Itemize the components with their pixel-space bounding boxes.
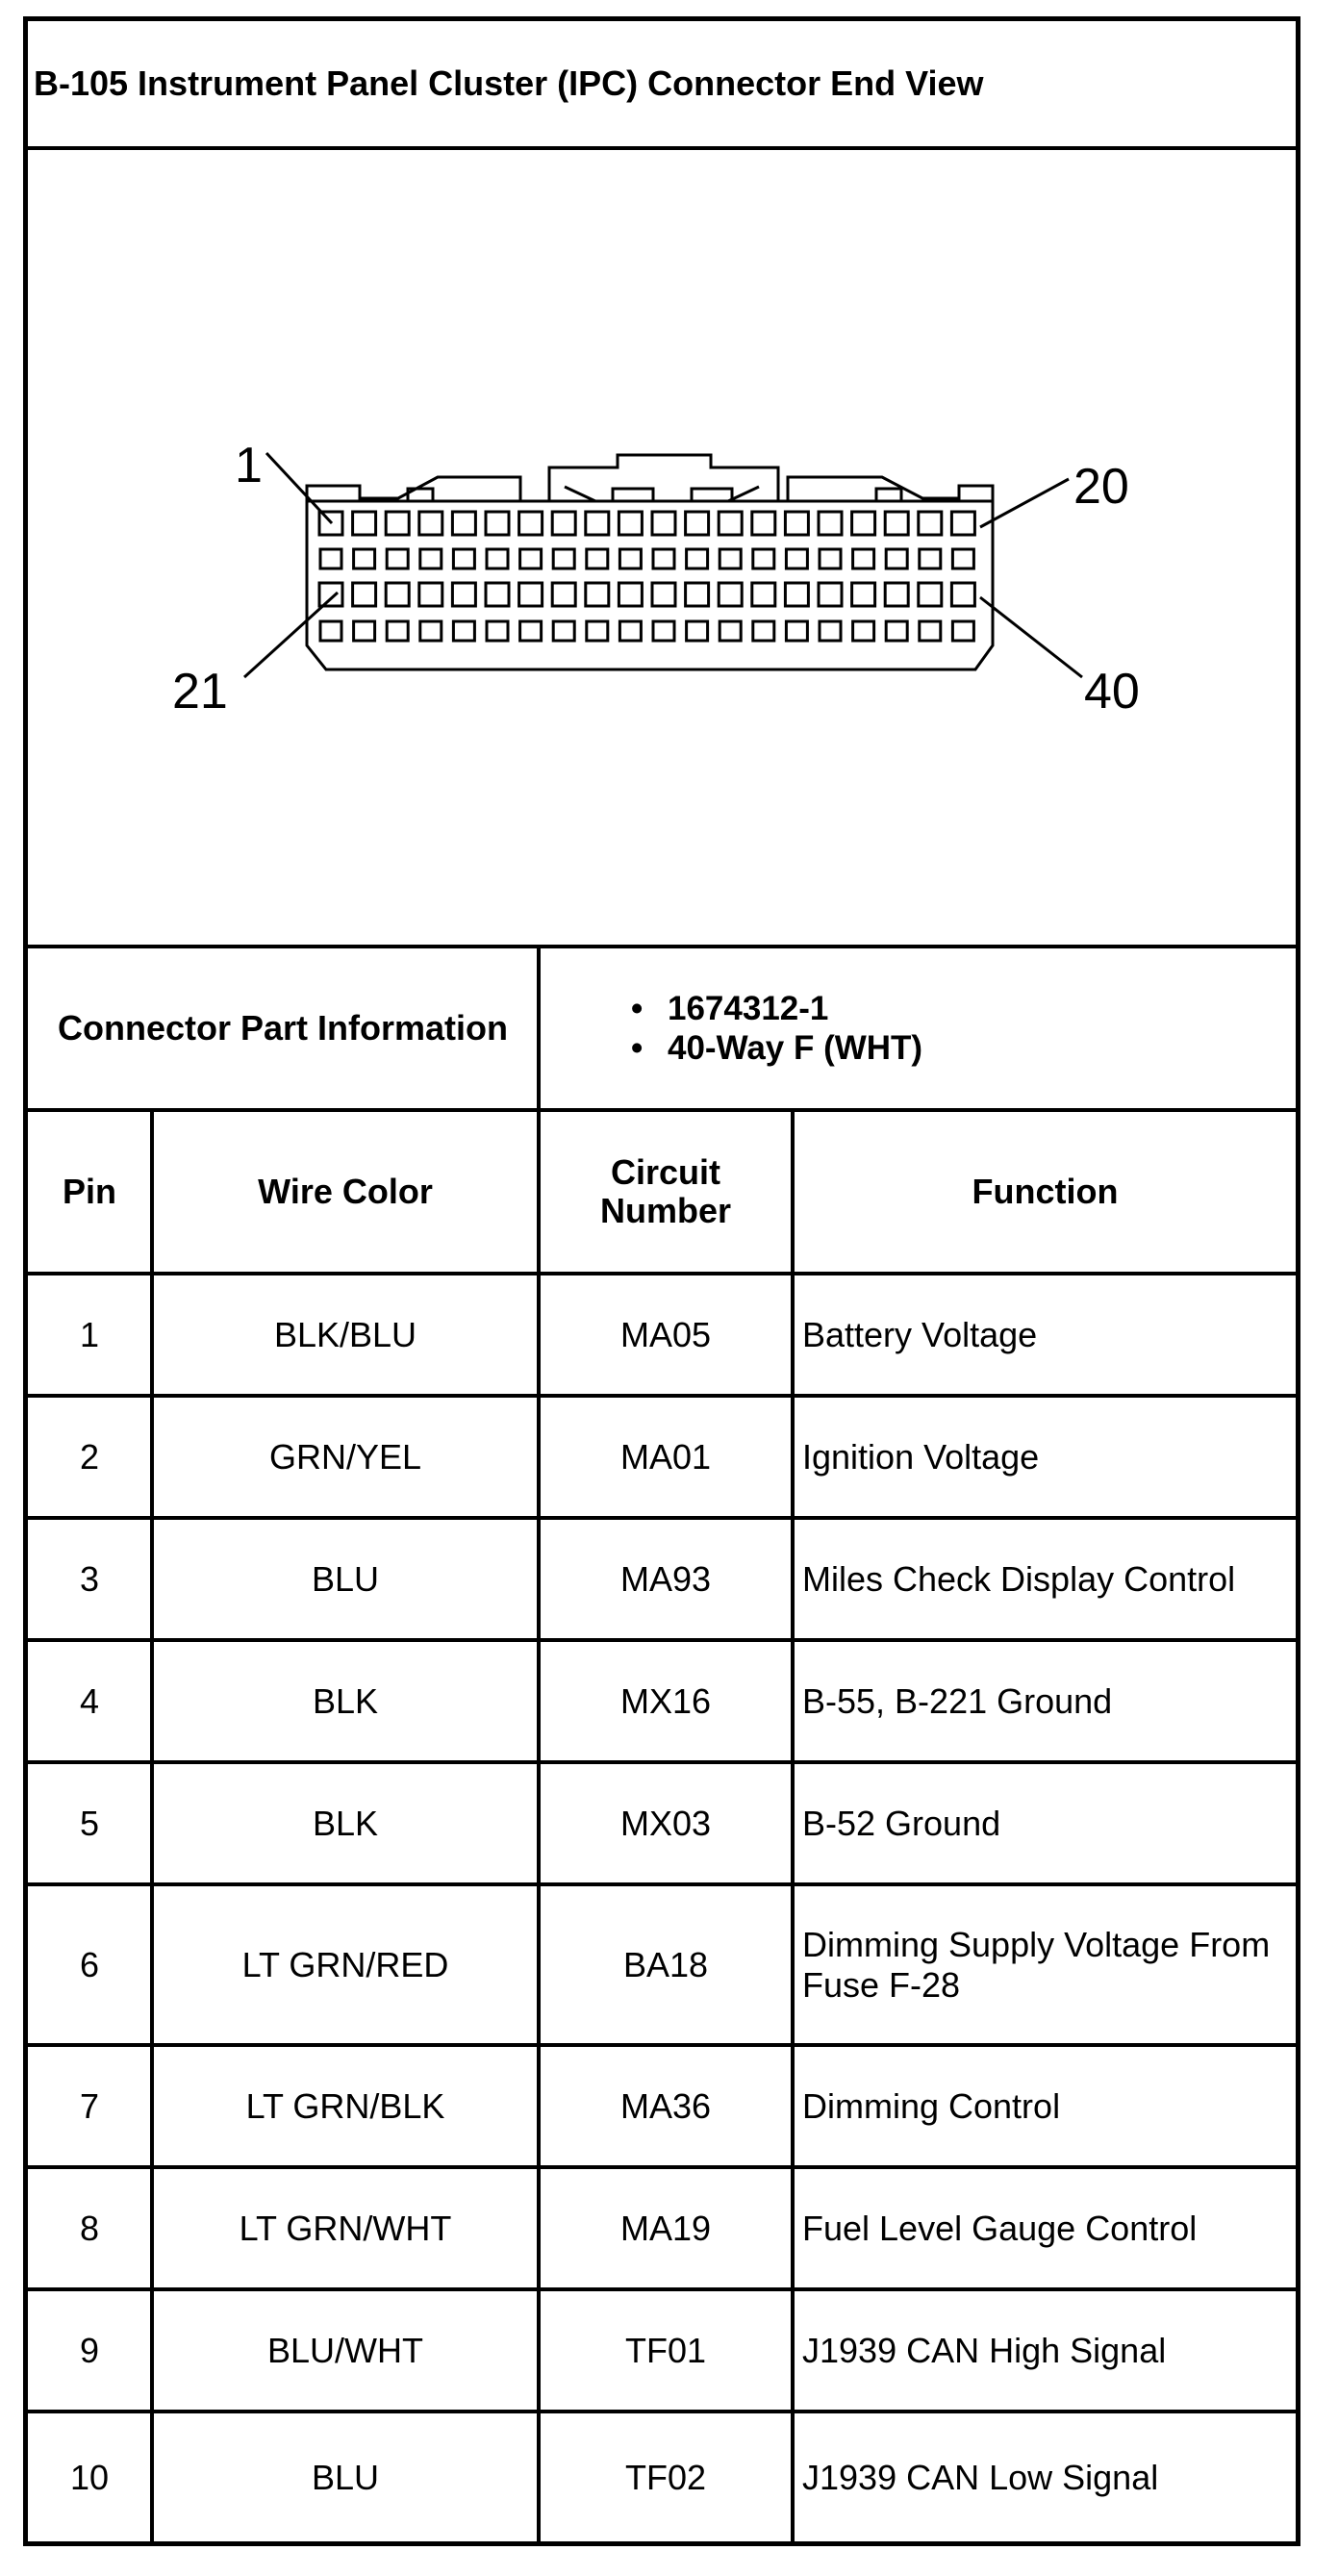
pin-cavity	[386, 512, 409, 535]
pin-cavity	[952, 549, 973, 568]
leader-pin-1	[266, 453, 332, 523]
pin-cavity	[453, 621, 474, 641]
page-title: B-105 Instrument Panel Cluster (IPC) Connector End View	[34, 63, 984, 103]
wire-color-cell: BLU	[311, 1558, 380, 1599]
pin-cavity	[920, 621, 941, 641]
pin-cavity	[420, 549, 442, 568]
pin-cavity	[719, 621, 741, 641]
pin-cavity	[753, 549, 774, 568]
pin-cavity	[519, 512, 543, 535]
pin-cavity	[719, 512, 742, 535]
part-number-list	[625, 989, 922, 1068]
header-circuit-number: Circuit Number	[599, 1152, 732, 1230]
function-cell: J1939 CAN Low Signal	[802, 2457, 1159, 2497]
header-function: Function	[972, 1172, 1119, 1211]
pin-cavity	[753, 621, 774, 641]
pin-cavity	[586, 583, 609, 606]
pin-cavity	[552, 512, 575, 535]
pin-cavity	[652, 583, 675, 606]
pin-cavity	[453, 549, 474, 568]
pin-cavity	[852, 583, 875, 606]
connector-sheet	[23, 16, 1300, 2546]
wire-color-cell: BLU	[311, 2457, 380, 2497]
table-row	[28, 2047, 1296, 2169]
pin-cavity	[819, 583, 842, 606]
wire-color-cell: BLK/BLU	[273, 1314, 417, 1354]
pin-cavity	[587, 621, 608, 641]
pin-cavity	[951, 512, 974, 535]
pin-cavity	[319, 583, 342, 606]
pin-cell: 9	[79, 2330, 100, 2370]
pin-cavity	[719, 583, 742, 606]
function-cell: B-55, B-221 Ground	[802, 1680, 1113, 1721]
pin-cavity	[653, 621, 674, 641]
pin-cavity	[886, 621, 907, 641]
pin-cell: 3	[79, 1558, 100, 1599]
header-wire-color: Wire Color	[258, 1172, 433, 1211]
pin-cavity	[853, 621, 874, 641]
pin-cavity	[519, 583, 543, 606]
pin-cavity	[387, 621, 408, 641]
function-cell: Miles Check Display Control	[802, 1558, 1236, 1599]
function-cell: Ignition Voltage	[802, 1436, 1040, 1477]
pin-cell: 4	[79, 1680, 100, 1721]
pin-cavity	[820, 549, 841, 568]
wire-color-cell: BLU/WHT	[267, 2330, 423, 2370]
wire-color-cell: LT GRN/WHT	[239, 2208, 452, 2248]
table-row	[28, 2291, 1296, 2413]
circuit-number-cell: MA05	[619, 1314, 712, 1354]
pin-cavity	[919, 512, 942, 535]
table-row	[28, 1275, 1296, 1398]
table-row	[28, 2413, 1296, 2541]
pin-cavity	[452, 583, 475, 606]
wire-color-cell: BLK	[312, 1680, 379, 1721]
function-cell: Dimming Control	[802, 2085, 1061, 2126]
table-row	[28, 1520, 1296, 1642]
pin-cavity	[486, 512, 509, 535]
pin-cavity	[520, 549, 542, 568]
pin-cell: 6	[79, 1944, 100, 1984]
pin-cavity	[386, 583, 409, 606]
table-row	[28, 1642, 1296, 1764]
circuit-number-cell: TF01	[624, 2330, 707, 2370]
circuit-number-cell: TF02	[624, 2457, 707, 2497]
pin-cavity	[786, 621, 807, 641]
connector-key-center-left	[613, 489, 653, 501]
table-header-row	[28, 1112, 1296, 1275]
pin-cavity	[853, 549, 874, 568]
pin-cavity	[920, 549, 941, 568]
table-row	[28, 1764, 1296, 1886]
pin-cavity	[786, 549, 807, 568]
pin-cavity	[820, 621, 841, 641]
pin-cavity	[686, 583, 709, 606]
pin-cavity	[320, 621, 341, 641]
function-cell: B-52 Ground	[802, 1803, 1001, 1843]
pin-cavity	[354, 549, 375, 568]
pin-label-1: 1	[235, 438, 263, 493]
pin-cavity	[785, 583, 808, 606]
pin-cavity	[687, 621, 708, 641]
pin-cell: 2	[79, 1436, 100, 1477]
pin-label-20: 20	[1073, 459, 1129, 515]
pin-cavity	[553, 549, 574, 568]
pin-cavity	[885, 512, 908, 535]
pin-cavity	[353, 583, 376, 606]
pin-cavity	[619, 512, 642, 535]
pin-cavity	[486, 583, 509, 606]
pin-cavity	[686, 512, 709, 535]
table-row	[28, 1886, 1296, 2047]
circuit-number-cell: BA18	[622, 1944, 709, 1984]
pin-cavity	[354, 621, 375, 641]
pin-cavity	[587, 549, 608, 568]
pin-cavity	[719, 549, 741, 568]
pin-cavity	[553, 621, 574, 641]
header-pin: Pin	[62, 1172, 116, 1211]
pin-cavity	[619, 549, 641, 568]
title-row	[28, 21, 1296, 150]
pin-cavity	[619, 583, 642, 606]
circuit-number-cell: MA19	[619, 2208, 712, 2248]
pin-cavity	[452, 512, 475, 535]
function-cell: Battery Voltage	[802, 1314, 1038, 1354]
pin-cavity	[886, 549, 907, 568]
pin-cavity	[653, 549, 674, 568]
pin-cavity	[752, 512, 775, 535]
pin-cavity	[552, 583, 575, 606]
part-info-list-cell	[541, 948, 1296, 1108]
leader-pin-40	[980, 597, 1082, 677]
circuit-number-cell: MA01	[619, 1436, 712, 1477]
circuit-number-cell: MA36	[619, 2085, 712, 2126]
pin-cell: 1	[79, 1314, 100, 1354]
connector-key-center-right	[692, 489, 732, 501]
pin-cavity	[619, 621, 641, 641]
connector-description: • 40-Way F (WHT)	[625, 1028, 922, 1068]
pin-cavity	[320, 549, 341, 568]
part-number: • 1674312-1	[625, 989, 922, 1028]
pin-label-40: 40	[1084, 664, 1140, 720]
function-cell: J1939 CAN High Signal	[802, 2330, 1167, 2370]
pin-cavity	[952, 621, 973, 641]
part-info-label: Connector Part Information	[57, 1008, 509, 1048]
pin-cell: 7	[79, 2085, 100, 2126]
circuit-number-cell: MX03	[619, 1803, 712, 1843]
pin-cell: 8	[79, 2208, 100, 2248]
pin-cavity	[752, 583, 775, 606]
pin-cell: 5	[79, 1803, 100, 1843]
pin-cavity	[919, 583, 942, 606]
diagram-row	[28, 150, 1296, 948]
pin-cell: 10	[69, 2457, 110, 2497]
function-cell: Fuel Level Gauge Control	[802, 2208, 1198, 2248]
pin-cavity	[819, 512, 842, 535]
pin-cavity	[652, 512, 675, 535]
table-row	[28, 2169, 1296, 2291]
pin-cavity	[885, 583, 908, 606]
pin-cavity	[487, 549, 508, 568]
pin-cavity	[420, 621, 442, 641]
pin-cavity	[419, 583, 442, 606]
pin-cavity	[419, 512, 442, 535]
wire-color-cell: GRN/YEL	[268, 1436, 422, 1477]
connector-key-right	[876, 489, 901, 501]
wire-color-cell: LT GRN/RED	[241, 1944, 449, 1984]
pin-cavity	[852, 512, 875, 535]
circuit-number-cell: MA93	[619, 1558, 712, 1599]
part-info-row	[28, 948, 1296, 1112]
pin-cavity	[520, 621, 542, 641]
pin-cavity	[353, 512, 376, 535]
table-row	[28, 1398, 1296, 1520]
pin-label-21: 21	[172, 664, 228, 720]
wire-color-cell: LT GRN/BLK	[245, 2085, 445, 2126]
circuit-number-cell: MX16	[619, 1680, 712, 1721]
pin-cavity	[487, 621, 508, 641]
pin-cavity	[387, 549, 408, 568]
pin-cavity	[687, 549, 708, 568]
pin-cavity	[586, 512, 609, 535]
connector-end-view-diagram	[28, 150, 1296, 945]
wire-color-cell: BLK	[312, 1803, 379, 1843]
function-cell: Dimming Supply Voltage From Fuse F-28	[802, 1924, 1271, 2005]
pin-cavity	[785, 512, 808, 535]
pin-cavity	[951, 583, 974, 606]
